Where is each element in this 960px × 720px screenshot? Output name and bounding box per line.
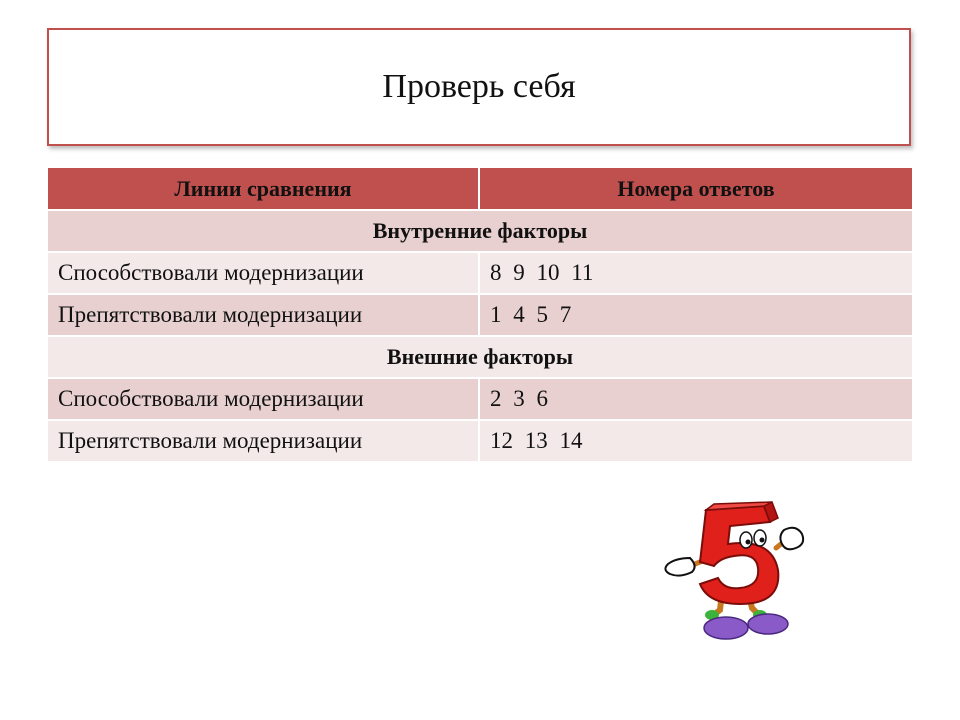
table-row — [48, 420, 912, 462]
section-row-external — [48, 336, 912, 378]
number-five-mascot-icon — [660, 500, 810, 645]
comparison-line-cell: Препятствовали модернизации — [48, 420, 479, 462]
section-row-internal — [48, 210, 912, 252]
section-label: Внутренние факторы — [48, 210, 912, 252]
table-row — [48, 378, 912, 420]
table-row — [48, 252, 912, 294]
answer-numbers-cell: 8 9 10 11 — [479, 252, 912, 294]
table-row — [48, 294, 912, 336]
answer-numbers-cell: 2 3 6 — [479, 378, 912, 420]
answer-numbers-cell: 1 4 5 7 — [479, 294, 912, 336]
header-answer-numbers: Номера ответов — [479, 168, 912, 210]
title-box — [47, 28, 911, 146]
header-comparison-lines: Линии сравнения — [48, 168, 479, 210]
table-header-row — [48, 168, 912, 210]
answers-table — [48, 168, 912, 463]
comparison-line-cell: Препятствовали модернизации — [48, 294, 479, 336]
comparison-line-cell: Способствовали модернизации — [48, 378, 479, 420]
slide-title: Проверь себя — [382, 68, 576, 105]
section-label: Внешние факторы — [48, 336, 912, 378]
comparison-line-cell: Способствовали модернизации — [48, 252, 479, 294]
answer-numbers-cell: 12 13 14 — [479, 420, 912, 462]
